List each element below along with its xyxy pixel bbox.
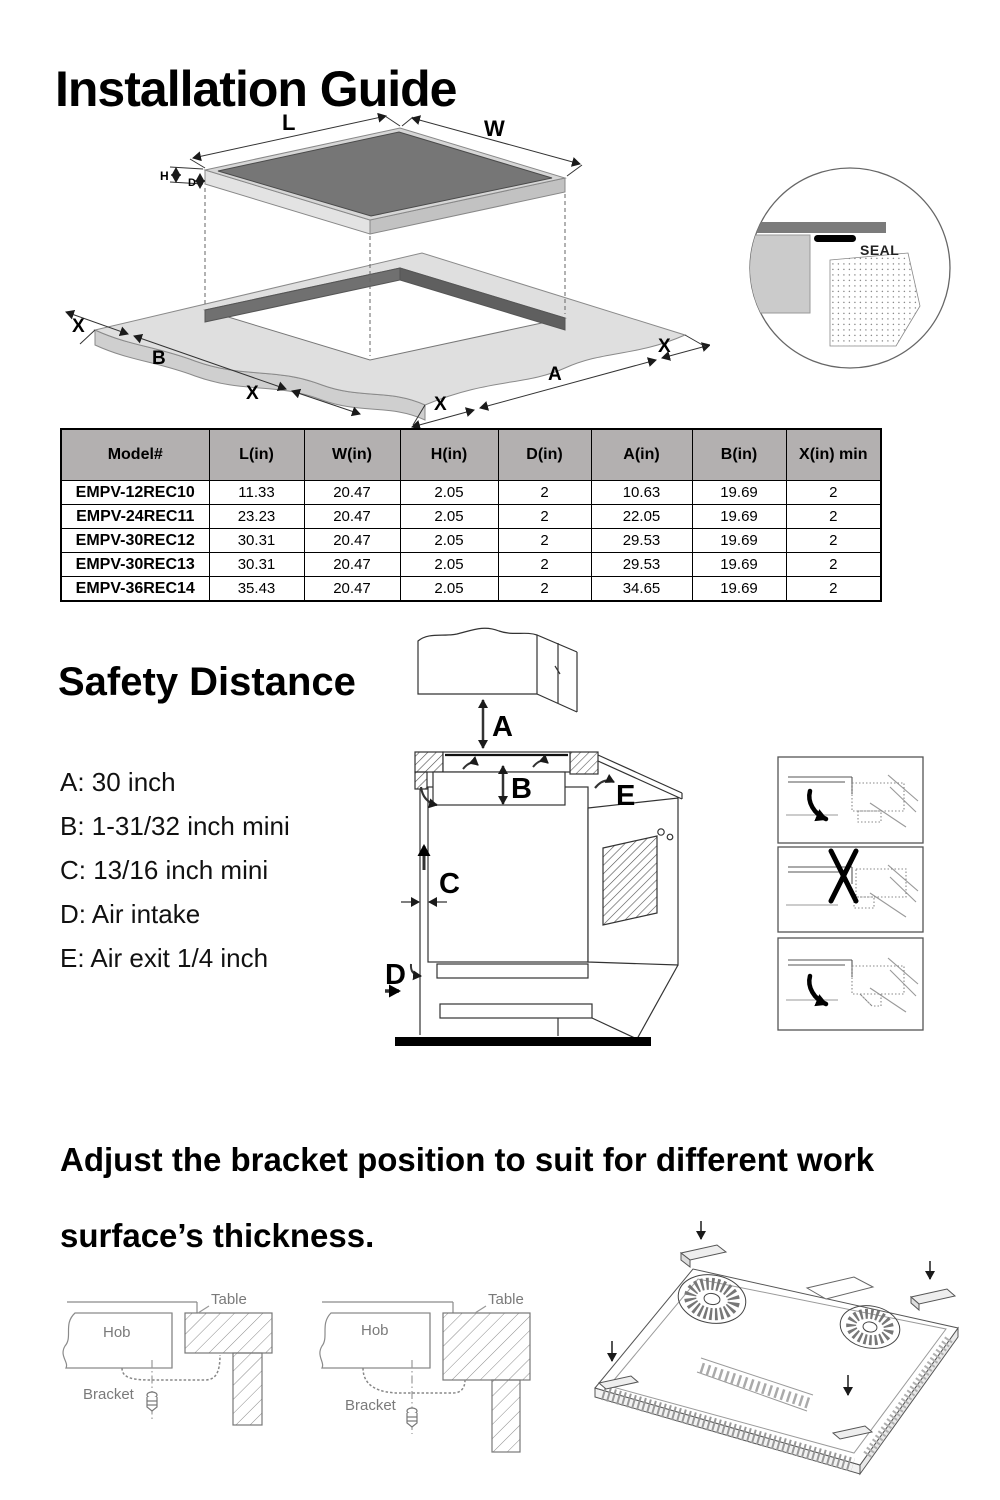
safety-item-b: B: 1-31/32 inch mini	[60, 811, 290, 841]
dim-label-h: H	[160, 169, 169, 183]
spec-cell: 19.69	[692, 529, 786, 553]
clearance-label-a: A	[492, 711, 513, 743]
seal-detail-diagram	[738, 158, 970, 382]
spec-cell: 29.53	[591, 553, 692, 577]
bracket-text-line1: Adjust the bracket position to suit for different work	[60, 1141, 875, 1178]
example-ok-1	[778, 757, 923, 843]
clearance-label-c: C	[439, 868, 460, 900]
spec-cell: 2	[498, 553, 591, 577]
spec-model: EMPV-30REC13	[61, 553, 209, 577]
clearance-label-b: B	[511, 773, 532, 805]
spec-model: EMPV-12REC10	[61, 481, 209, 505]
table-label: Table	[488, 1291, 524, 1308]
col-header: Model#	[61, 429, 209, 481]
spec-cell: 34.65	[591, 577, 692, 602]
spec-cell: 19.69	[692, 505, 786, 529]
col-header: A(in)	[591, 429, 692, 481]
bracket-diagram-thick-table	[295, 1282, 565, 1482]
cutout-dimension-diagram	[60, 98, 710, 430]
hob-label: Hob	[361, 1322, 389, 1339]
safety-heading: Safety Distance	[58, 660, 356, 704]
spec-cell: 19.69	[692, 481, 786, 505]
spec-cell: 2.05	[400, 529, 498, 553]
bracket-label: Bracket	[345, 1397, 396, 1414]
clearance-examples	[775, 755, 927, 1037]
page-title: Installation Guide	[55, 60, 457, 117]
spec-cell: 23.23	[209, 505, 304, 529]
bracket-text-line2: surface’s thickness.	[60, 1217, 375, 1254]
spec-cell: 10.63	[591, 481, 692, 505]
col-header: H(in)	[400, 429, 498, 481]
spec-cell: 2	[786, 505, 881, 529]
table-header-row	[61, 429, 881, 481]
dim-label-d: D	[188, 177, 196, 189]
spec-cell: 19.69	[692, 553, 786, 577]
spec-model: EMPV-24REC11	[61, 505, 209, 529]
example-wrong	[778, 847, 923, 932]
hob-label: Hob	[103, 1324, 131, 1341]
screw-icon	[147, 1392, 157, 1411]
spec-cell: 2	[498, 481, 591, 505]
seal-label: SEAL	[860, 242, 900, 258]
table-row	[61, 481, 881, 505]
spec-cell: 2	[786, 577, 881, 602]
dim-label-x-left: X	[72, 316, 85, 337]
spec-table-wrap	[60, 428, 882, 602]
col-header: B(in)	[692, 429, 786, 481]
dim-label-x-bottom-left: X	[246, 383, 259, 404]
spec-cell: 30.31	[209, 553, 304, 577]
dim-label-x-right: X	[658, 336, 671, 357]
spec-cell: 29.53	[591, 529, 692, 553]
spec-cell: 20.47	[304, 481, 400, 505]
col-header: D(in)	[498, 429, 591, 481]
spec-cell: 2.05	[400, 577, 498, 602]
screw-icon	[407, 1408, 417, 1427]
table-label: Table	[211, 1291, 247, 1308]
spec-cell: 20.47	[304, 577, 400, 602]
spec-cell: 19.69	[692, 577, 786, 602]
safety-distance-diagram	[385, 608, 785, 1058]
spec-table	[60, 428, 882, 602]
spec-cell: 20.47	[304, 553, 400, 577]
spec-cell: 2.05	[400, 553, 498, 577]
cooktop-underside-diagram	[555, 1215, 1000, 1500]
dim-label-w: W	[484, 116, 505, 141]
safety-list	[60, 760, 290, 980]
spec-model: EMPV-30REC12	[61, 529, 209, 553]
dim-label-b: B	[152, 348, 166, 369]
dim-label-a: A	[548, 364, 562, 385]
spec-cell: 2	[786, 553, 881, 577]
spec-cell: 2.05	[400, 481, 498, 505]
spec-cell: 22.05	[591, 505, 692, 529]
spec-model: EMPV-36REC14	[61, 577, 209, 602]
spec-cell: 11.33	[209, 481, 304, 505]
spec-cell: 2	[498, 505, 591, 529]
safety-item-d: D: Air intake	[60, 899, 201, 929]
col-header: L(in)	[209, 429, 304, 481]
table-row	[61, 577, 881, 602]
dim-label-l: L	[282, 110, 296, 135]
dim-label-x-bottom-mid: X	[434, 394, 447, 415]
safety-item-c: C: 13/16 inch mini	[60, 855, 269, 885]
clearance-label-d: D	[385, 959, 406, 991]
spec-cell: 2	[498, 529, 591, 553]
spec-cell: 2	[498, 577, 591, 602]
spec-cell: 20.47	[304, 529, 400, 553]
safety-item-e: E: Air exit 1/4 inch	[60, 943, 269, 973]
spec-cell: 2	[786, 481, 881, 505]
bracket-diagram-thin-table	[25, 1282, 295, 1462]
spec-cell: 35.43	[209, 577, 304, 602]
spec-cell: 20.47	[304, 505, 400, 529]
example-ok-2	[778, 938, 923, 1030]
spec-cell: 30.31	[209, 529, 304, 553]
clearance-label-e: E	[616, 780, 636, 812]
table-row	[61, 505, 881, 529]
table-row	[61, 553, 881, 577]
spec-cell: 2	[786, 529, 881, 553]
col-header: W(in)	[304, 429, 400, 481]
col-header: X(in) min	[786, 429, 881, 481]
spec-cell: 2.05	[400, 505, 498, 529]
table-row	[61, 529, 881, 553]
bracket-label: Bracket	[83, 1386, 134, 1403]
safety-item-a: A: 30 inch	[60, 767, 176, 797]
